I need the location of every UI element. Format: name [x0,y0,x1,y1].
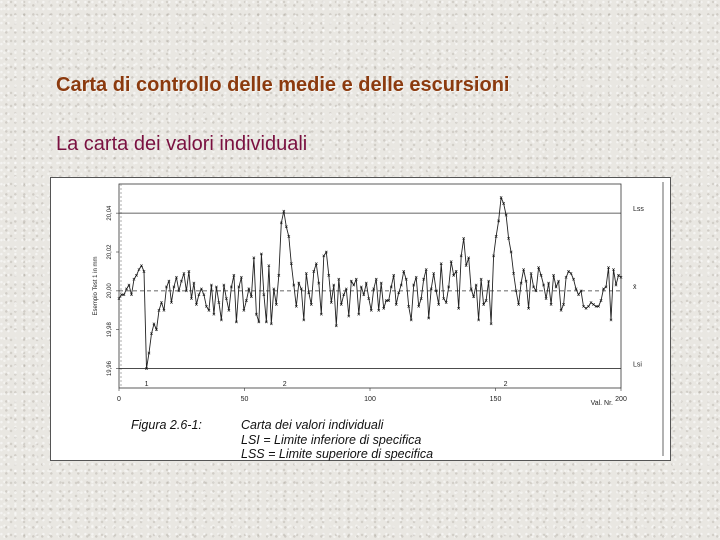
y-tick-label: 20,02 [107,244,113,260]
x-tick-label: 0 [117,396,121,403]
caption-line-1: Carta dei valori individuali [241,418,384,432]
y-tick-label: 20,04 [107,205,113,221]
caption-line-3: LSS = Limite superiore di specifica [241,447,434,461]
data-point [590,301,592,303]
x-tick-label: 50 [240,396,249,403]
out-of-control-marker: 2 [282,381,287,388]
slide-title: Carta di controllo delle medie e delle escursioni [56,74,510,96]
out-of-control-marker: 2 [503,381,508,388]
y-axis-label: Esempio Test 1 in mm [93,256,99,316]
x-tick-label: 200 [615,396,627,403]
out-of-control-marker: 1 [144,381,149,388]
x-tick-label: 150 [489,396,502,403]
x-tick-label: 100 [364,396,376,403]
slide-subtitle: La carta dei valori individuali [56,133,308,155]
ref-line-label: Lsi [633,361,642,369]
x-axis-label: Val. Nr. [590,400,613,407]
data-point [592,303,594,305]
data-point [585,307,587,309]
y-tick-label: 19,96 [107,361,113,377]
chart-figure [50,177,671,461]
ref-line-label: x̄ [633,283,637,291]
y-tick-label: 19,98 [107,322,113,338]
ref-line-label: Lss [633,206,644,214]
caption-line-2: LSI = Limite inferiore di specifica [241,433,422,447]
y-tick-label: 20,00 [107,283,113,299]
figure-label: Figura 2.6-1: [131,418,202,432]
